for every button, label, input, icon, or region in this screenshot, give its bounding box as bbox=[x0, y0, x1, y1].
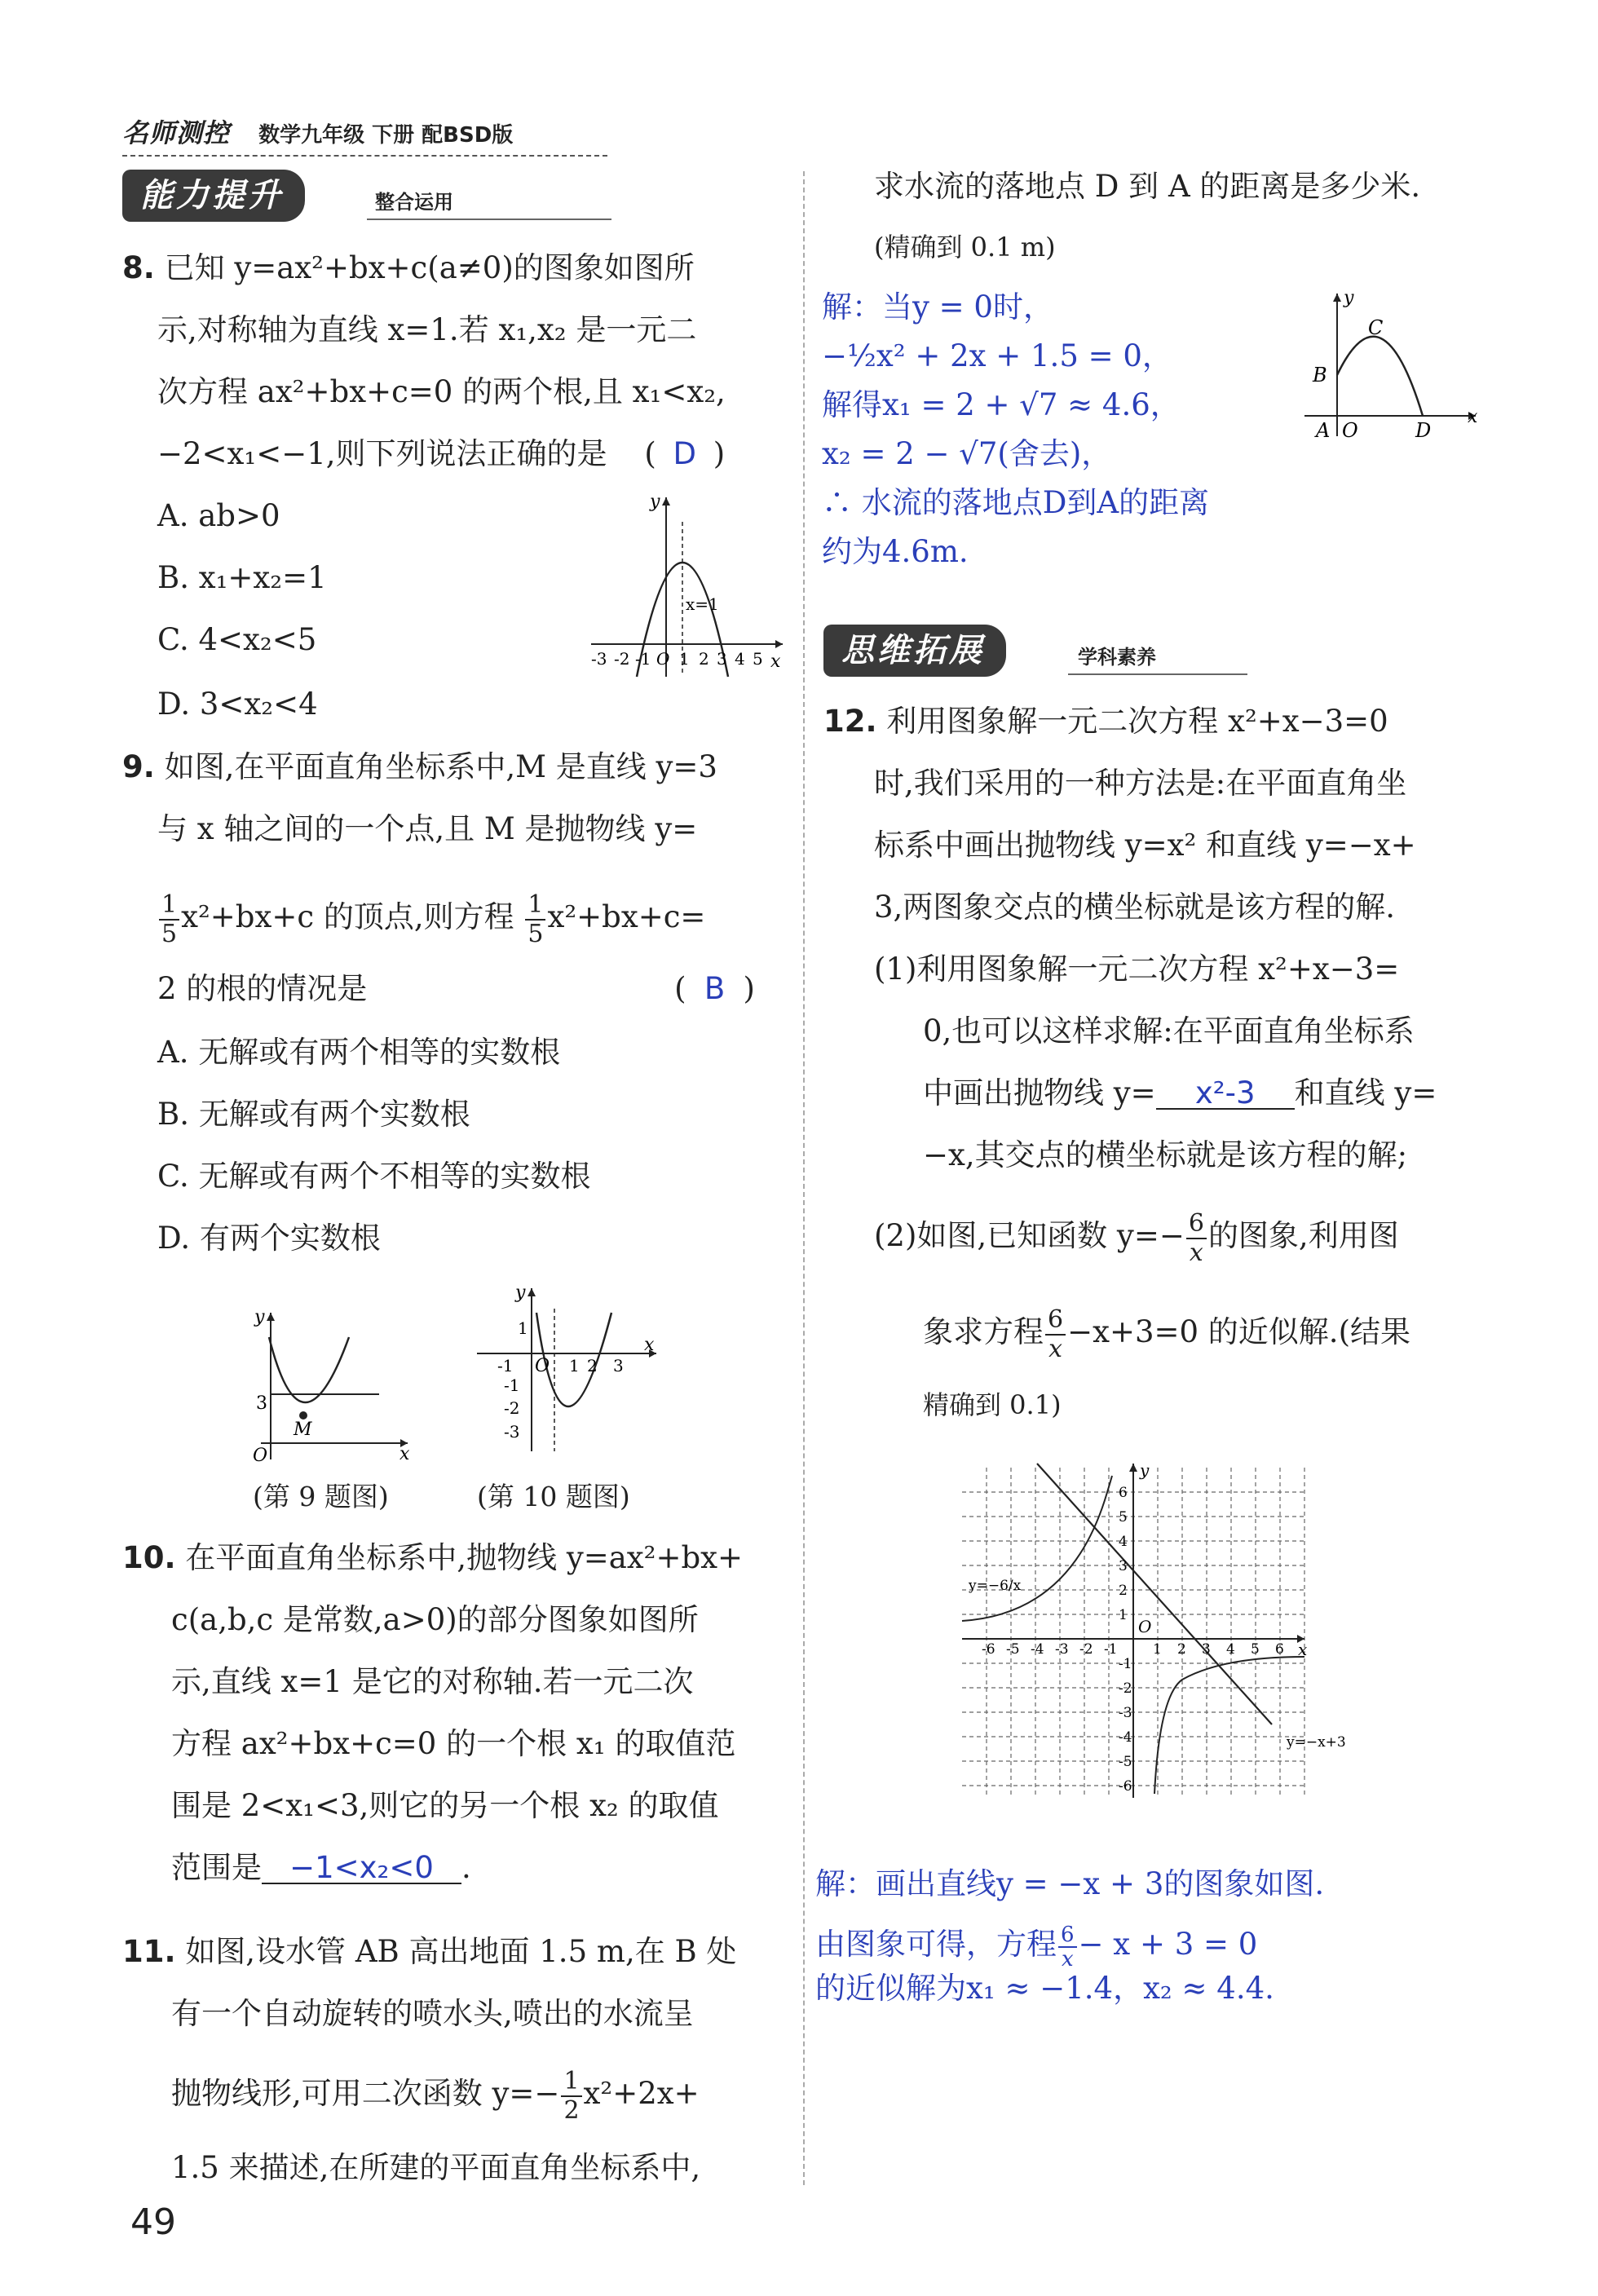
q12-y-tick: 2 bbox=[1119, 1583, 1128, 1599]
q12-y-tick: -5 bbox=[1119, 1754, 1132, 1770]
q8-tick: -2 bbox=[614, 649, 630, 669]
q8-number: 8. bbox=[122, 250, 155, 285]
section-rule bbox=[1068, 673, 1247, 675]
q10-ytick: -1 bbox=[504, 1375, 520, 1395]
q9-line3 bbox=[157, 889, 705, 948]
q12-y-tick: 6 bbox=[1119, 1485, 1128, 1501]
book-info: 数学九年级 下册 配BSD版 bbox=[258, 123, 514, 148]
q12-p1-answer-blank bbox=[1156, 1075, 1295, 1110]
q12-number: 12. bbox=[823, 704, 877, 739]
q8-y-label: y bbox=[650, 492, 660, 512]
q11-solution-6: 约为4.6m. bbox=[822, 534, 969, 569]
q12-line bbox=[1037, 1464, 1272, 1724]
q10-line6 bbox=[171, 1852, 471, 1884]
q9-M: M bbox=[294, 1420, 312, 1440]
frac-den: 5 bbox=[528, 919, 544, 948]
q12-y-tick: -1 bbox=[1119, 1656, 1132, 1672]
q8-option-b: B. x₁+x₂=1 bbox=[157, 560, 327, 595]
q11-y-arrow bbox=[1333, 294, 1341, 302]
q9-graph bbox=[245, 1305, 416, 1468]
q10-answer: −1<x₂<0 bbox=[262, 1852, 461, 1884]
q11-solution-4: x₂ = 2 − √7(舍去)， bbox=[822, 436, 1112, 471]
q9-number: 9. bbox=[122, 749, 155, 784]
frac-num: 6 bbox=[1045, 1306, 1066, 1336]
q12-x-tick: 5 bbox=[1251, 1641, 1260, 1658]
q12-p1-line2: 0,也可以这样求解:在平面直角坐标系 bbox=[923, 1013, 1415, 1049]
q8-y-arrow bbox=[662, 497, 670, 506]
q9-answer: B bbox=[704, 971, 726, 1006]
q11-parabola bbox=[1337, 337, 1423, 416]
q9-line4: 2 的根的情况是 ( B ) bbox=[157, 971, 755, 1006]
q8-text4: −2<x₁<−1,则下列说法正确的是 bbox=[157, 436, 607, 471]
frac-den: x bbox=[1061, 1946, 1074, 1971]
q12-x-tick: 4 bbox=[1226, 1641, 1235, 1658]
section-banner-thinking bbox=[823, 625, 1492, 677]
q9-option-b: B. 无解或有两个实数根 bbox=[157, 1097, 470, 1132]
q12-y-tick: 1 bbox=[1119, 1607, 1128, 1623]
q12-x-tick: 1 bbox=[1153, 1641, 1162, 1658]
q12-solution-fraction bbox=[1058, 1923, 1077, 1971]
q10-graph bbox=[473, 1280, 669, 1468]
q8-option-a: A. ab>0 bbox=[157, 498, 280, 533]
q11-point-A: A bbox=[1316, 419, 1331, 442]
q10-ytick: -3 bbox=[504, 1422, 520, 1442]
q10-ytick: 1 bbox=[518, 1318, 528, 1338]
q11-point-B: B bbox=[1313, 364, 1327, 386]
frac-num: 6 bbox=[1186, 1210, 1207, 1239]
page-header bbox=[122, 113, 513, 150]
q11-solution-3: 解得x₁ = 2 + √7 ≈ 4.6， bbox=[822, 387, 1181, 422]
q8-tick: 3 bbox=[717, 649, 727, 669]
q11-point-C: C bbox=[1368, 316, 1384, 339]
q10-caption: (第 10 题图) bbox=[477, 1481, 630, 1512]
q10-y-arrow bbox=[528, 1288, 536, 1296]
q12-y-tick: -4 bbox=[1119, 1729, 1132, 1746]
q10-line1 bbox=[122, 1540, 744, 1575]
q9-option-c: C. 无解或有两个不相等的实数根 bbox=[157, 1159, 591, 1194]
q12-line1 bbox=[823, 704, 1388, 739]
q11-line2: 有一个自动旋转的喷水头,喷出的水流呈 bbox=[171, 1996, 694, 2031]
q12-p1-line4: −x,其交点的横坐标就是该方程的解; bbox=[923, 1137, 1408, 1172]
q9-fraction2 bbox=[525, 891, 545, 948]
q8-line1 bbox=[122, 250, 695, 285]
q10-ytick: -2 bbox=[504, 1398, 520, 1418]
header-divider bbox=[122, 155, 607, 157]
q12-x-tick: -2 bbox=[1079, 1641, 1093, 1658]
q8-tick: 1 bbox=[679, 649, 690, 669]
q12-x-tick: 6 bbox=[1275, 1641, 1284, 1658]
q12-p1-line1: (1)利用图象解一元二次方程 x²+x−3= bbox=[874, 952, 1400, 987]
q11-solution-5: ∴ 水流的落地点D到A的距离 bbox=[822, 485, 1210, 520]
q8-answer: D bbox=[673, 436, 697, 471]
q8-parabola-graph bbox=[583, 489, 787, 685]
q11-line3 bbox=[171, 2061, 700, 2126]
q9-line1 bbox=[122, 749, 717, 784]
q12-solution-2b: − x + 3 = 0 bbox=[1078, 1927, 1258, 1962]
q12-p2-text1a: (2)如图,已知函数 y=− bbox=[874, 1218, 1185, 1253]
q8-option-c: C. 4<x₂<5 bbox=[157, 622, 317, 657]
q12-solution-2a: 由图象可得，方程 bbox=[815, 1927, 1057, 1962]
q8-x-arrow bbox=[775, 640, 783, 648]
q11-x-label: x bbox=[1468, 407, 1478, 427]
q9-text3a: x²+bx+c 的顶点,则方程 bbox=[181, 899, 514, 934]
page-number: 49 bbox=[130, 2201, 176, 2243]
q12-p1-text3a: 中画出抛物线 y= bbox=[923, 1075, 1156, 1110]
q8-axis-label: x=1 bbox=[686, 594, 719, 614]
q12-x-tick: -4 bbox=[1031, 1641, 1044, 1658]
q12-y-arrow bbox=[1129, 1464, 1137, 1472]
q9-line2: 与 x 轴之间的一个点,且 M 是抛物线 y= bbox=[157, 811, 698, 846]
q8-line4: −2<x₁<−1,则下列说法正确的是 ( D ) bbox=[157, 436, 726, 471]
section-title: 思维拓展 bbox=[823, 625, 1006, 677]
q12-p2-line3: 精确到 0.1) bbox=[923, 1389, 1062, 1420]
q8-text1: 已知 y=ax²+bx+c(a≠0)的图象如图所 bbox=[164, 250, 695, 285]
q11-solution-1: 解：当y = 0时， bbox=[822, 289, 1053, 325]
q9-fraction bbox=[159, 891, 179, 948]
q10-line3: 示,直线 x=1 是它的对称轴.若一元二次 bbox=[171, 1664, 694, 1699]
q8-tick: 5 bbox=[753, 649, 763, 669]
section-subtitle: 整合运用 bbox=[375, 191, 453, 214]
q12-p2-line1 bbox=[874, 1203, 1399, 1269]
q12-hyperbola-left bbox=[962, 1476, 1112, 1621]
q12-x-tick: 3 bbox=[1202, 1641, 1211, 1658]
q11-text3b: x²+2x+ bbox=[583, 2076, 700, 2111]
brand-name: 名师测控 bbox=[122, 117, 231, 148]
q8-tick: 4 bbox=[735, 649, 745, 669]
q9-parabola bbox=[269, 1337, 349, 1402]
q12-x-label: x bbox=[1298, 1640, 1308, 1659]
q11-number: 11. bbox=[122, 1934, 176, 1969]
q12-x-tick: -6 bbox=[982, 1641, 995, 1658]
q9-text3b: x²+bx+c= bbox=[547, 899, 706, 934]
section-title: 能力提升 bbox=[122, 170, 305, 222]
q10-line5: 围是 2<x₁<3,则它的另一个根 x₂ 的取值 bbox=[171, 1788, 719, 1823]
q12-p1-answer: x²-3 bbox=[1194, 1075, 1256, 1110]
q12-p2-fraction bbox=[1186, 1210, 1207, 1267]
q12-solution-3: 的近似解为x₁ ≈ −1.4，x₂ ≈ 4.4. bbox=[815, 1971, 1274, 2006]
q12-p2-text1b: 的图象,利用图 bbox=[1207, 1218, 1399, 1253]
q9-text4: 2 的根的情况是 bbox=[157, 971, 368, 1006]
q8-line3: 次方程 ax²+bx+c=0 的两个根,且 x₁<x₂, bbox=[157, 374, 726, 409]
q12-line3: 标系中画出抛物线 y=x² 和直线 y=−x+ bbox=[874, 828, 1416, 863]
q12-p1-text3b: 和直线 y= bbox=[1294, 1075, 1437, 1110]
frac-den: 5 bbox=[161, 919, 178, 948]
q8-origin: O bbox=[656, 649, 670, 669]
q10-xtick: 1 bbox=[569, 1356, 580, 1375]
q12-solution-2 bbox=[815, 1916, 1257, 1973]
q12-origin: O bbox=[1138, 1617, 1152, 1636]
q8-option-d: D. 3<x₂<4 bbox=[157, 687, 318, 722]
q12-p2-line2 bbox=[923, 1300, 1410, 1365]
q8-x-label: x bbox=[770, 651, 781, 672]
q10-number: 10. bbox=[122, 1540, 176, 1575]
q10-line2: c(a,b,c 是常数,a>0)的部分图象如图所 bbox=[171, 1602, 699, 1637]
q10-text6a: 范围是 bbox=[171, 1850, 262, 1885]
q12-line2: 时,我们采用的一种方法是:在平面直角坐 bbox=[874, 766, 1407, 801]
q8-ticks bbox=[591, 649, 763, 669]
q12-p2-text2a: 象求方程 bbox=[923, 1314, 1044, 1349]
frac-den: x bbox=[1189, 1238, 1203, 1267]
column-divider bbox=[803, 171, 805, 2185]
q10-x-label: x bbox=[644, 1335, 655, 1355]
q12-y-tick: -3 bbox=[1119, 1705, 1132, 1721]
q9-y-label: y bbox=[254, 1307, 265, 1327]
q8-tick: -3 bbox=[591, 649, 607, 669]
frac-den: x bbox=[1048, 1334, 1062, 1363]
q12-x-tick: -5 bbox=[1006, 1641, 1020, 1658]
q9-text1: 如图,在平面直角坐标系中,M 是直线 y=3 bbox=[164, 749, 717, 784]
q10-text6b: . bbox=[461, 1850, 471, 1885]
q11-origin: O bbox=[1342, 419, 1358, 442]
q12-p1-line3 bbox=[923, 1075, 1437, 1110]
section-rule bbox=[367, 219, 611, 220]
section-subtitle: 学科素养 bbox=[1078, 646, 1156, 669]
q9-option-a: A. 无解或有两个相等的实数根 bbox=[157, 1035, 561, 1070]
q11-fraction bbox=[561, 2068, 581, 2125]
q11-y-label: y bbox=[1344, 288, 1354, 308]
q8-tick: -1 bbox=[635, 649, 651, 669]
q12-y-label: y bbox=[1140, 1460, 1150, 1480]
q10-origin: O bbox=[535, 1356, 550, 1376]
q8-tick: 2 bbox=[699, 649, 709, 669]
q9-origin: O bbox=[253, 1446, 268, 1466]
q9-option-d: D. 有两个实数根 bbox=[157, 1221, 381, 1256]
q10-xtick: 2 bbox=[587, 1356, 598, 1375]
q12-p2-fraction2 bbox=[1045, 1306, 1066, 1363]
q8-line2: 示,对称轴为直线 x=1.若 x₁,x₂ 是一元二 bbox=[157, 312, 697, 347]
frac-den: 2 bbox=[563, 2095, 580, 2125]
q12-p2-text2b: −x+3=0 的近似解.(结果 bbox=[1067, 1314, 1411, 1349]
q12-line-label: y=−x+3 bbox=[1287, 1734, 1346, 1751]
q12-line4: 3,两图象交点的横坐标就是该方程的解. bbox=[874, 890, 1396, 925]
frac-num: 1 bbox=[159, 891, 179, 921]
q11-point-D: D bbox=[1415, 419, 1432, 442]
q11-text1: 如图,设水管 AB 高出地面 1.5 m,在 B 处 bbox=[185, 1934, 737, 1969]
q12-x-tick: -1 bbox=[1104, 1641, 1118, 1658]
frac-num: 1 bbox=[561, 2068, 581, 2097]
q9-vertex-point bbox=[299, 1411, 307, 1420]
q11-line5: 求水流的落地点 D 到 A 的距离是多少米. bbox=[874, 169, 1421, 204]
q10-xtick: -1 bbox=[497, 1356, 514, 1375]
q9-y-arrow bbox=[267, 1313, 275, 1321]
q12-grid-graph bbox=[946, 1451, 1346, 1810]
q12-text1: 利用图象解一元二次方程 x²+x−3=0 bbox=[886, 704, 1388, 739]
q12-x-tick: 2 bbox=[1177, 1641, 1186, 1658]
q11-line4: 1.5 来描述,在所建的平面直角坐标系中, bbox=[171, 2150, 701, 2185]
q9-caption: (第 9 题图) bbox=[253, 1481, 389, 1512]
q12-x-tick: -3 bbox=[1055, 1641, 1069, 1658]
q9-three: 3 bbox=[256, 1393, 267, 1414]
q10-y-label: y bbox=[515, 1283, 526, 1303]
q11-line6: (精确到 0.1 m) bbox=[874, 232, 1056, 263]
q10-text1: 在平面直角坐标系中,抛物线 y=ax²+bx+ bbox=[185, 1540, 744, 1575]
q12-solution-1: 解：画出直线y = −x + 3的图象如图. bbox=[815, 1866, 1325, 1901]
q12-y-tick: -6 bbox=[1119, 1778, 1132, 1795]
q12-y-tick: 3 bbox=[1119, 1558, 1128, 1574]
q12-y-tick: 5 bbox=[1119, 1509, 1128, 1526]
q9-x-label: x bbox=[400, 1444, 410, 1464]
frac-num: 6 bbox=[1058, 1923, 1077, 1948]
q10-line4: 方程 ax²+bx+c=0 的一个根 x₁ 的取值范 bbox=[171, 1726, 736, 1761]
q11-graph bbox=[1288, 285, 1484, 448]
q11-solution-2: −½x² + 2x + 1.5 = 0， bbox=[822, 338, 1172, 373]
q12-curve-label: y=−6/x bbox=[969, 1578, 1022, 1594]
section-banner-ability bbox=[122, 170, 791, 222]
q11-text3a: 抛物线形,可用二次函数 y=− bbox=[171, 2076, 560, 2111]
q12-y-tick: -2 bbox=[1119, 1680, 1132, 1697]
q12-y-tick: 4 bbox=[1119, 1534, 1128, 1550]
frac-num: 1 bbox=[525, 891, 545, 921]
q10-xtick: 3 bbox=[613, 1356, 624, 1375]
q11-line1 bbox=[122, 1936, 736, 1967]
